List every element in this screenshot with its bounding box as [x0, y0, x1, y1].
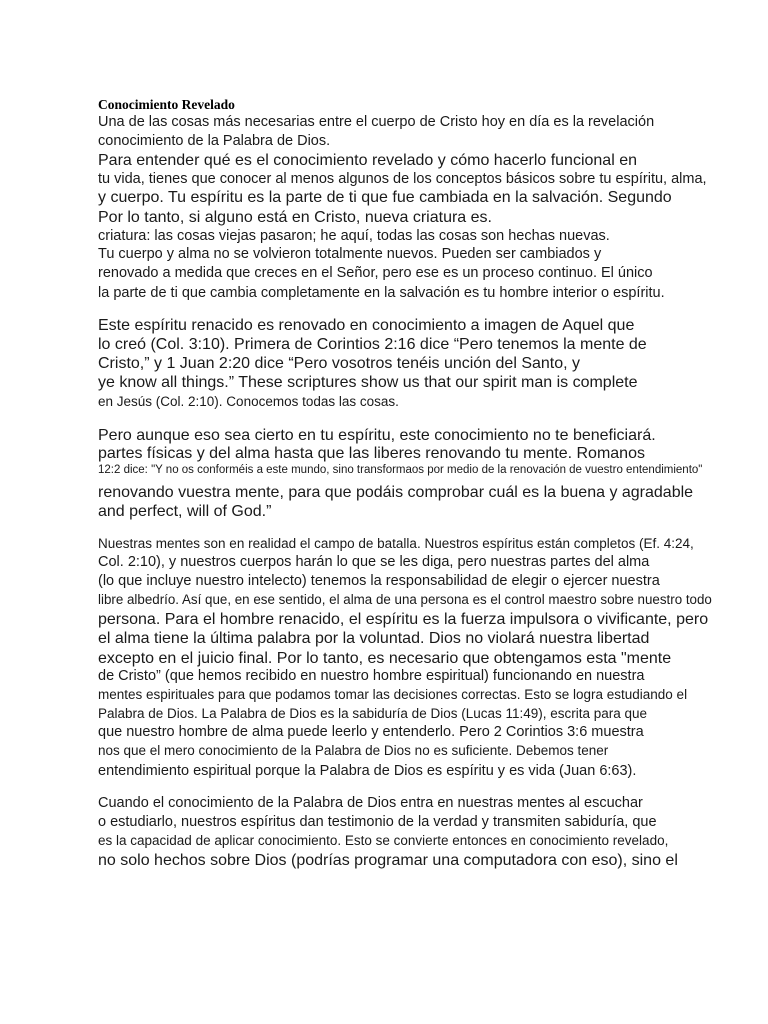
text-line: Pero aunque eso sea cierto en tu espíritu, este conocimiento no te beneficiará.: [98, 427, 656, 444]
text-line: (lo que incluye nuestro intelecto) tenemos la responsabilidad de elegir o ejercer nuestra: [98, 573, 660, 589]
text-line: Col. 2:10), y nuestros cuerpos harán lo que se les diga, pero nuestras partes del alma: [98, 554, 650, 570]
text-line: libre albedrío. Así que, en ese sentido, el alma de una persona es el control maestro sobre nuestro todo: [98, 592, 712, 607]
text-line: Tu cuerpo y alma no se volvieron totalmente nuevos. Pueden ser cambiados y: [98, 246, 602, 262]
text-line: renovado a medida que creces en el Señor, pero ese es un proceso continuo. El único: [98, 265, 653, 281]
text-line: nos que el mero conocimiento de la Palabra de Dios no es suficiente. Debemos tener: [98, 743, 609, 758]
text-line: criatura: las cosas viejas pasaron; he aquí, todas las cosas son hechas nuevas.: [98, 228, 610, 244]
text-line: o estudiarlo, nuestros espíritus dan testimonio de la verdad y transmiten sabiduría, que: [98, 814, 657, 830]
text-line: Cristo,” y 1 Juan 2:20 dice “Pero vosotros tenéis unción del Santo, y: [98, 355, 581, 372]
text-line: en Jesús (Col. 2:10). Conocemos todas las cosas.: [98, 394, 399, 409]
text-line: es la capacidad de aplicar conocimiento. Esto se convierte entonces en conocimiento revelado,: [98, 833, 669, 848]
text-line: entendimiento espiritual porque la Palabra de Dios es espíritu y es vida (Juan 6:63).: [98, 763, 637, 779]
text-line: persona. Para el hombre renacido, el espíritu es la fuerza impulsora o vivificante, pero: [98, 611, 709, 628]
text-line: ye know all things.” These scriptures show us that our spirit man is complete: [98, 374, 638, 391]
document-title: Conocimiento Revelado: [98, 97, 235, 112]
text-line: de Cristo” (que hemos recibido en nuestro hombre espiritual) funcionando en nuestra: [98, 668, 645, 684]
text-line: no solo hechos sobre Dios (podrías programar una computadora con eso), sino el: [98, 852, 678, 869]
text-line: conocimiento de la Palabra de Dios.: [98, 133, 331, 149]
text-line: 12:2 dice: "Y no os conforméis a este mundo, sino transformaos por medio de la renovación de vuestro entendimiento": [98, 464, 703, 476]
text-line: Palabra de Dios. La Palabra de Dios es la sabiduría de Dios (Lucas 11:49), escrita para que: [98, 706, 648, 721]
text-line: lo creó (Col. 3:10). Primera de Corintios 2:16 dice “Pero tenemos la mente de: [98, 336, 647, 353]
text-line: Nuestras mentes son en realidad el campo de batalla. Nuestros espíritus están completos (Ef. 4:24,: [98, 536, 694, 551]
text-line: la parte de ti que cambia completamente en la salvación es tu hombre interior o espíritu.: [98, 285, 665, 301]
text-line: renovando vuestra mente, para que podáis comprobar cuál es la buena y agradable: [98, 484, 694, 501]
text-line: y cuerpo. Tu espíritu es la parte de ti que fue cambiada en la salvación. Segundo: [98, 189, 672, 206]
text-line: que nuestro hombre de alma puede leerlo y entenderlo. Pero 2 Corintios 3:6 muestra: [98, 724, 644, 740]
text-line: Por lo tanto, si alguno está en Cristo, nueva criatura es.: [98, 209, 492, 226]
text-line: Una de las cosas más necesarias entre el cuerpo de Cristo hoy en día es la revelación: [98, 114, 655, 130]
text-line: mentes espirituales para que podamos tomar las decisiones correctas. Esto se logra estudiando el: [98, 687, 688, 702]
text-line: partes físicas y del alma hasta que las liberes renovando tu mente. Romanos: [98, 445, 645, 462]
text-line: and perfect, will of God.”: [98, 503, 272, 520]
text-line: Este espíritu renacido es renovado en conocimiento a imagen de Aquel que: [98, 317, 635, 334]
text-line: excepto en el juicio final. Por lo tanto, es necesario que obtengamos esta "mente: [98, 650, 672, 667]
text-line: tu vida, tienes que conocer al menos algunos de los conceptos básicos sobre tu espíritu, alma,: [98, 171, 707, 187]
text-line: Cuando el conocimiento de la Palabra de Dios entra en nuestras mentes al escuchar: [98, 795, 643, 811]
text-line: el alma tiene la última palabra por la voluntad. Dios no violará nuestra libertad: [98, 630, 650, 647]
text-line: Para entender qué es el conocimiento revelado y cómo hacerlo funcional en: [98, 152, 637, 169]
